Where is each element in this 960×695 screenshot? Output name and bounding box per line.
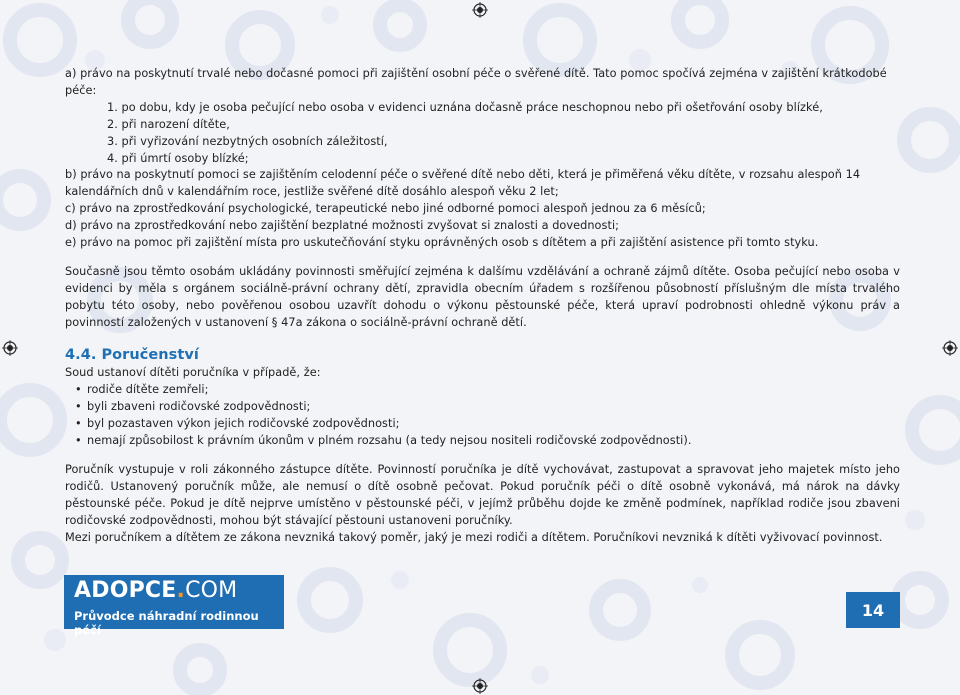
sub-item-1: 1. po dobu, kdy je osoba pečující nebo osoba v evidenci uznána dočasně práce neschopnou nebo při ošetřování osoby blízké, (107, 100, 823, 114)
section-intro: Soud ustanoví dítěti poručníka v případě, že: (65, 366, 321, 379)
sub-item-2: 2. při narození dítěte, (107, 117, 230, 131)
duties-paragraph (65, 264, 900, 332)
logo-subtitle: Průvodce náhradní rodinnou péčí (74, 609, 259, 637)
paragraph: Mezi poručníkem a dítětem ze zákona nevzniká takový poměr, jaký je mezi rodiči a dítětem. Poručníkovi nevzniká k dítěti vyživovací povinnost. (65, 530, 883, 544)
list-item-a: a) právo na poskytnutí trvalé nebo dočasné pomoci při zajištění osobní péče o svěřené dítě. Tato pomoc spočívá zejména v zajištění krátkodobé péče: (65, 67, 887, 97)
rights-list (65, 66, 900, 252)
guardian-paragraph (65, 462, 900, 547)
logo-tld: COM (185, 578, 238, 603)
list-item-e: e) právo na pomoc při zajištění místa pro uskutečňování styku oprávněných osob s dítětem a při zajištění asistence při tomto styku. (65, 236, 819, 250)
logo-dot: . (176, 578, 186, 603)
list-item: • byli zbaveni rodičovské zodpovědnosti; (65, 399, 900, 416)
sub-item-4: 4. při úmrtí osoby blízké; (107, 151, 249, 165)
list-item-d: d) právo na zprostředkování nebo zajištění bezplatné možnosti zvyšovat si znalosti a dovednosti; (65, 219, 619, 233)
list-item: • byl pozastaven výkon jejich rodičovské zodpovědnosti; (65, 416, 900, 433)
page-number: 14 (846, 592, 900, 628)
paragraph: Současně jsou těmto osobám ukládány povinnosti směřující zejména k dalšímu vzdělávání a ochraně zájmů dítěte. Osoba pečující nebo osoba v evidenci by měla s orgánem sociálně-právní ochrany dětí, zpravidla obecním úřadem s rozšířenou působností příslušným dle místa trvalého pobytu této osoby, nebo pověřenou osobou uzavřít dohodu o výkonu pěstounské péče, která upraví podrobnosti ohledně výkonu práv a povinností založených v ustanovení § 47a zákona o sociálně-právní ochraně dětí. (65, 265, 900, 329)
section-heading: 4.4. Poručenství (65, 347, 199, 363)
bullet-list (65, 382, 900, 450)
section-guardianship (65, 345, 900, 450)
list-item-b: b) právo na poskytnutí pomoci se zajištěním celodenní péče o svěřené dítě nebo děti, která je přiměřená věku dítěte, v rozsahu alespoň 14 kalendářních dnů v kalendářním roce, jestliže svěřené dítě dosáhlo alespoň věku 2 let; (65, 168, 861, 199)
list-item: • nemají způsobilost k právním úkonům v plném rozsahu (a tedy nejsou nositeli rodičovské zodpovědnosti). (65, 433, 900, 450)
sub-item-3: 3. při vyřizování nezbytných osobních záležitostí, (107, 134, 388, 148)
logo-title (74, 578, 237, 603)
paragraph: Poručník vystupuje v roli zákonného zástupce dítěte. Povinností poručníka je dítě vychovávat, zastupovat a spravovat jeho majetek místo jeho rodičů. Ustanovený poručník může, ale nemusí o dítě osobně pečovat. Pokud poručník péči o dítě osobně vykonává, má nárok na dávky pěstounské péče. Pokud je dítě nejprve umístěno v pěstounské péči, v jejímž průběhu dojde ke změně podmínek, například rodiče jsou zbaveni rodičovské zodpovědnosti, mohou být stávající pěstouni ustanoveni poručníky. (65, 463, 900, 527)
adopce-logo (64, 575, 284, 637)
list-item-c: c) právo na zprostředkování psychologické, terapeutické nebo jiné odborné pomoci alespoň jednou za 6 měsíců; (65, 202, 706, 216)
logo-main: ADOPCE (74, 578, 177, 603)
list-item: • rodiče dítěte zemřeli; (65, 382, 900, 399)
